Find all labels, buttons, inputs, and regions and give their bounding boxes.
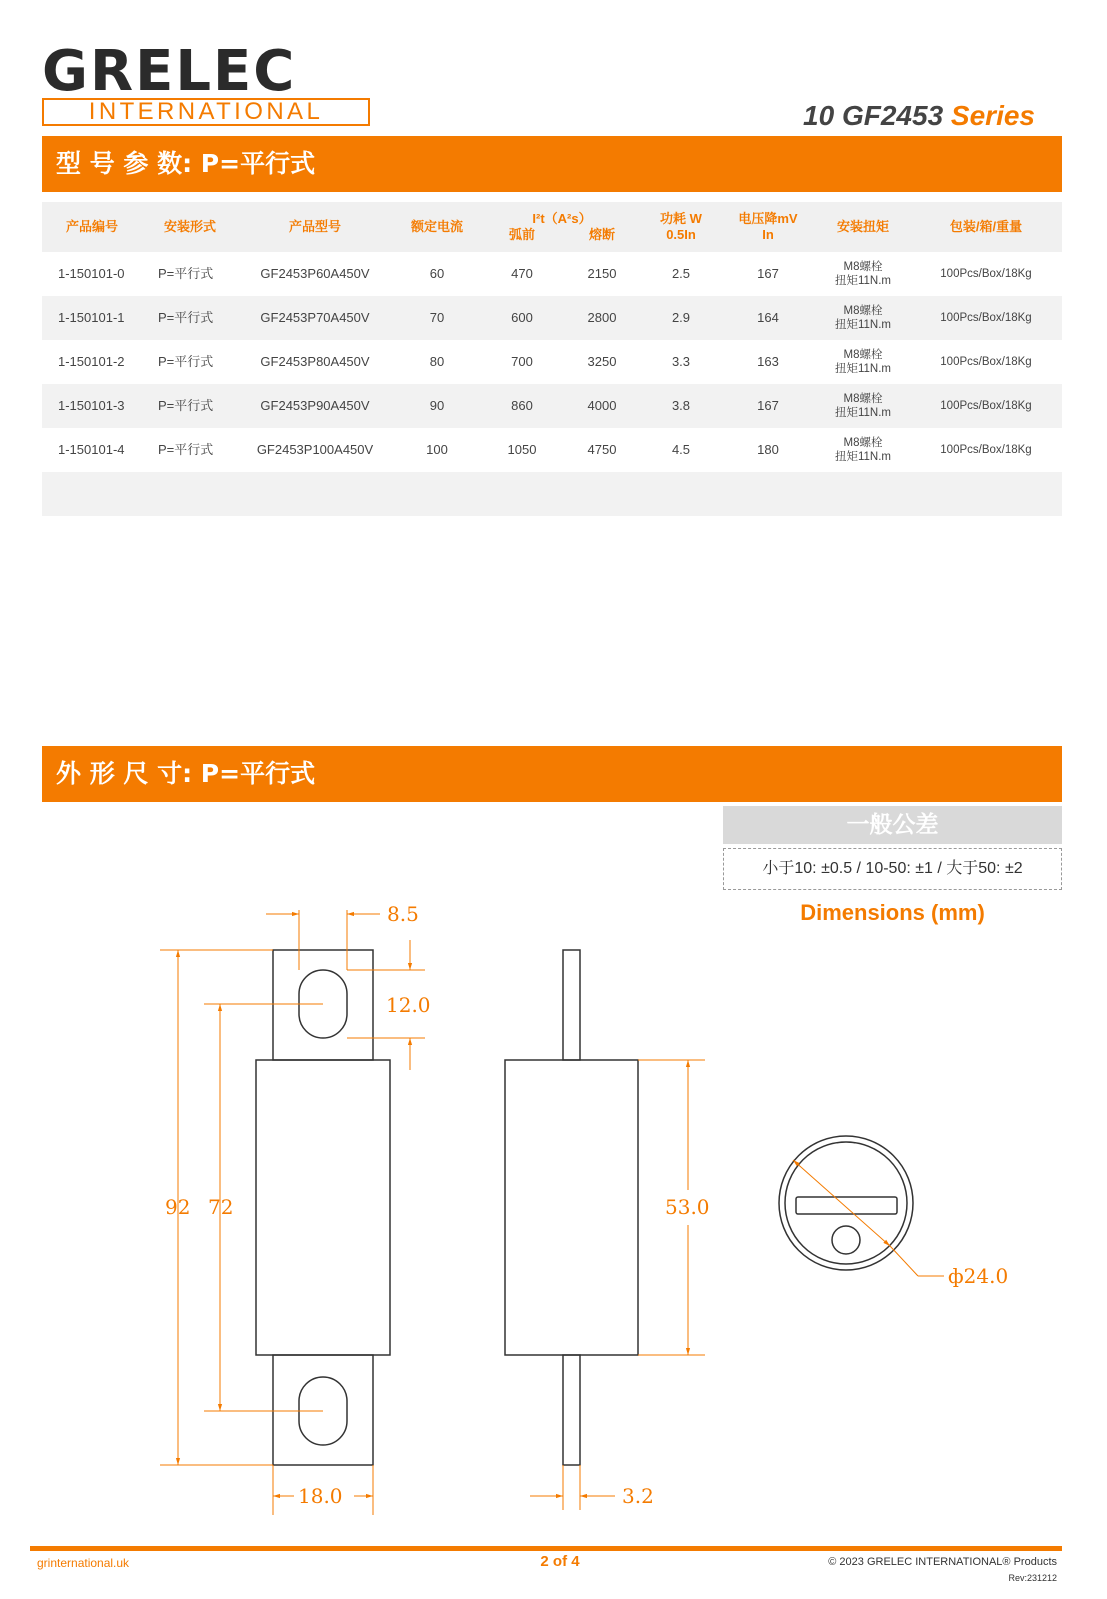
cell-mount: P=平行式 bbox=[158, 354, 214, 369]
tolerance-header: 一般公差 bbox=[723, 806, 1062, 844]
cell-pre: 860 bbox=[482, 384, 562, 428]
cell-pack: 100Pcs/Box/18Kg bbox=[940, 356, 1032, 368]
col-torque: 安装扭矩 bbox=[816, 202, 910, 252]
end-outer-circle bbox=[779, 1136, 913, 1270]
cell-vdrop: 163 bbox=[757, 354, 779, 369]
cell-part-no: 1-150101-1 bbox=[42, 296, 142, 340]
dim-body-length: 53.0 bbox=[665, 1195, 710, 1219]
side-blade-bottom bbox=[563, 1355, 580, 1465]
cell-pre: 600 bbox=[482, 296, 562, 340]
cell-power: 3.3 bbox=[671, 354, 691, 369]
footer-website-link[interactable]: grinternational.uk bbox=[37, 1556, 130, 1570]
cell-rated: 70 bbox=[392, 296, 482, 340]
cell-rated: 90 bbox=[392, 384, 482, 428]
cell-pack: 100Pcs/Box/18Kg bbox=[940, 268, 1032, 280]
dim-blade-thickness: 3.2 bbox=[622, 1484, 654, 1508]
cell-part-no: 1-150101-0 bbox=[58, 266, 125, 281]
cell-vdrop: 167 bbox=[757, 266, 779, 281]
cell-mount: P=平行式 bbox=[158, 442, 214, 457]
col-model: 产品型号 bbox=[238, 202, 392, 252]
end-slot bbox=[796, 1197, 897, 1214]
end-indicator bbox=[832, 1226, 860, 1254]
cell-pre: 700 bbox=[511, 354, 533, 369]
dim-lines-side bbox=[530, 1060, 705, 1510]
footer-revision: Rev:231212 bbox=[1008, 1573, 1057, 1583]
section-title-specs: 型 号 参 数: P=平行式 bbox=[42, 136, 1062, 192]
dim-slot-length: 12.0 bbox=[386, 993, 431, 1017]
col-part-no: 产品编号 bbox=[42, 202, 142, 252]
cell-pack: 100Pcs/Box/18Kg bbox=[940, 444, 1032, 456]
cell-mount: P=平行式 bbox=[142, 296, 238, 340]
cell-torque-line2: 扭矩11N.m bbox=[834, 275, 892, 287]
col-power-line1: 功耗 W bbox=[660, 211, 702, 226]
dim-slot-width: 8.5 bbox=[387, 902, 419, 926]
cell-melt: 4000 bbox=[562, 384, 642, 428]
cell-torque-line2: 扭矩11N.m bbox=[834, 451, 892, 463]
footer-copyright: © 2023 GRELEC INTERNATIONAL® Products bbox=[828, 1556, 1057, 1568]
page-number: 2 of 4 bbox=[540, 1553, 580, 1570]
cell-mount: P=平行式 bbox=[158, 266, 214, 281]
fuse-side-view bbox=[505, 950, 638, 1465]
cell-model: GF2453P70A450V bbox=[238, 296, 392, 340]
cell-torque-line2: 扭矩11N.m bbox=[834, 363, 892, 375]
bottom-blade bbox=[273, 1355, 373, 1465]
cell-model: GF2453P80A450V bbox=[260, 354, 370, 369]
cell-pack: 100Pcs/Box/18Kg bbox=[910, 296, 1062, 340]
col-i2t-pre: 弧前 bbox=[508, 227, 535, 242]
dimensions-title: Dimensions (mm) bbox=[800, 900, 985, 925]
series-suffix: Series bbox=[950, 100, 1035, 131]
top-blade bbox=[273, 950, 373, 1060]
col-power-line2: 0.5In bbox=[666, 227, 696, 242]
col-i2t-title: I²t（A²s） bbox=[532, 211, 592, 226]
cell-vdrop: 164 bbox=[720, 296, 816, 340]
cell-torque-line1: M8螺栓 bbox=[843, 437, 883, 449]
col-rated-current: 额定电流 bbox=[392, 202, 482, 252]
cell-vdrop: 167 bbox=[720, 384, 816, 428]
dimension-labels bbox=[165, 902, 1008, 1508]
side-blade-top bbox=[563, 950, 580, 1060]
cell-power: 2.9 bbox=[642, 296, 720, 340]
dim-body-width: 18.0 bbox=[298, 1484, 343, 1508]
cell-pre: 470 bbox=[511, 266, 533, 281]
fuse-body bbox=[256, 1060, 390, 1355]
dim-overall-length: 92 bbox=[165, 1195, 191, 1219]
series-prefix: 10 GF2453 bbox=[803, 100, 951, 131]
cell-melt: 2800 bbox=[562, 296, 642, 340]
col-vdrop-line1: 电压降mV bbox=[738, 211, 798, 226]
section-title-dimensions: 外 形 尺 寸: P=平行式 bbox=[42, 746, 1062, 802]
side-body bbox=[505, 1060, 638, 1355]
cell-power: 3.8 bbox=[642, 384, 720, 428]
fuse-front-view bbox=[256, 950, 390, 1465]
cell-model: GF2453P90A450V bbox=[238, 384, 392, 428]
cell-pack: 100Pcs/Box/18Kg bbox=[910, 384, 1062, 428]
logo-subtitle: INTERNATIONAL bbox=[42, 98, 370, 126]
tolerance-values: 小于10: ±0.5 / 10-50: ±1 / 大于50: ±2 bbox=[723, 848, 1062, 890]
dim-diameter: ф24.0 bbox=[948, 1264, 1009, 1288]
cell-vdrop: 180 bbox=[757, 442, 779, 457]
cell-rated: 100 bbox=[426, 442, 448, 457]
cell-torque-line2: 扭矩11N.m bbox=[834, 319, 892, 331]
cell-torque-line1: M8螺栓 bbox=[843, 349, 883, 361]
cell-part-no: 1-150101-4 bbox=[58, 442, 125, 457]
cell-pre: 1050 bbox=[507, 442, 537, 457]
col-vdrop-line2: In bbox=[762, 227, 774, 242]
col-i2t-melt: 熔断 bbox=[588, 227, 615, 242]
cell-power: 2.5 bbox=[671, 266, 691, 281]
col-pack: 包装/箱/重量 bbox=[910, 202, 1062, 252]
cell-torque-line1: M8螺栓 bbox=[843, 261, 883, 273]
cell-melt: 4750 bbox=[587, 442, 617, 457]
cell-model: GF2453P60A450V bbox=[260, 266, 370, 281]
fuse-end-view bbox=[779, 1136, 913, 1270]
cell-rated: 80 bbox=[429, 354, 445, 369]
cell-melt: 2150 bbox=[587, 266, 617, 281]
footer-divider bbox=[30, 1546, 1062, 1551]
cell-torque-line2: 扭矩11N.m bbox=[834, 407, 892, 419]
cell-torque-line1: M8螺栓 bbox=[843, 393, 883, 405]
cell-power: 4.5 bbox=[671, 442, 691, 457]
cell-rated: 60 bbox=[429, 266, 445, 281]
logo-wordmark: GRELEC bbox=[42, 39, 297, 104]
cell-part-no: 1-150101-2 bbox=[58, 354, 125, 369]
cell-mount: P=平行式 bbox=[142, 384, 238, 428]
end-inner-circle bbox=[785, 1142, 907, 1264]
cell-model: GF2453P100A450V bbox=[256, 442, 374, 457]
col-mount: 安装形式 bbox=[142, 202, 238, 252]
dim-lines-end bbox=[793, 1160, 944, 1276]
cell-melt: 3250 bbox=[587, 354, 617, 369]
dim-hole-spacing: 72 bbox=[208, 1195, 234, 1219]
cell-torque-line1: M8螺栓 bbox=[843, 305, 883, 317]
cell-part-no: 1-150101-3 bbox=[42, 384, 142, 428]
